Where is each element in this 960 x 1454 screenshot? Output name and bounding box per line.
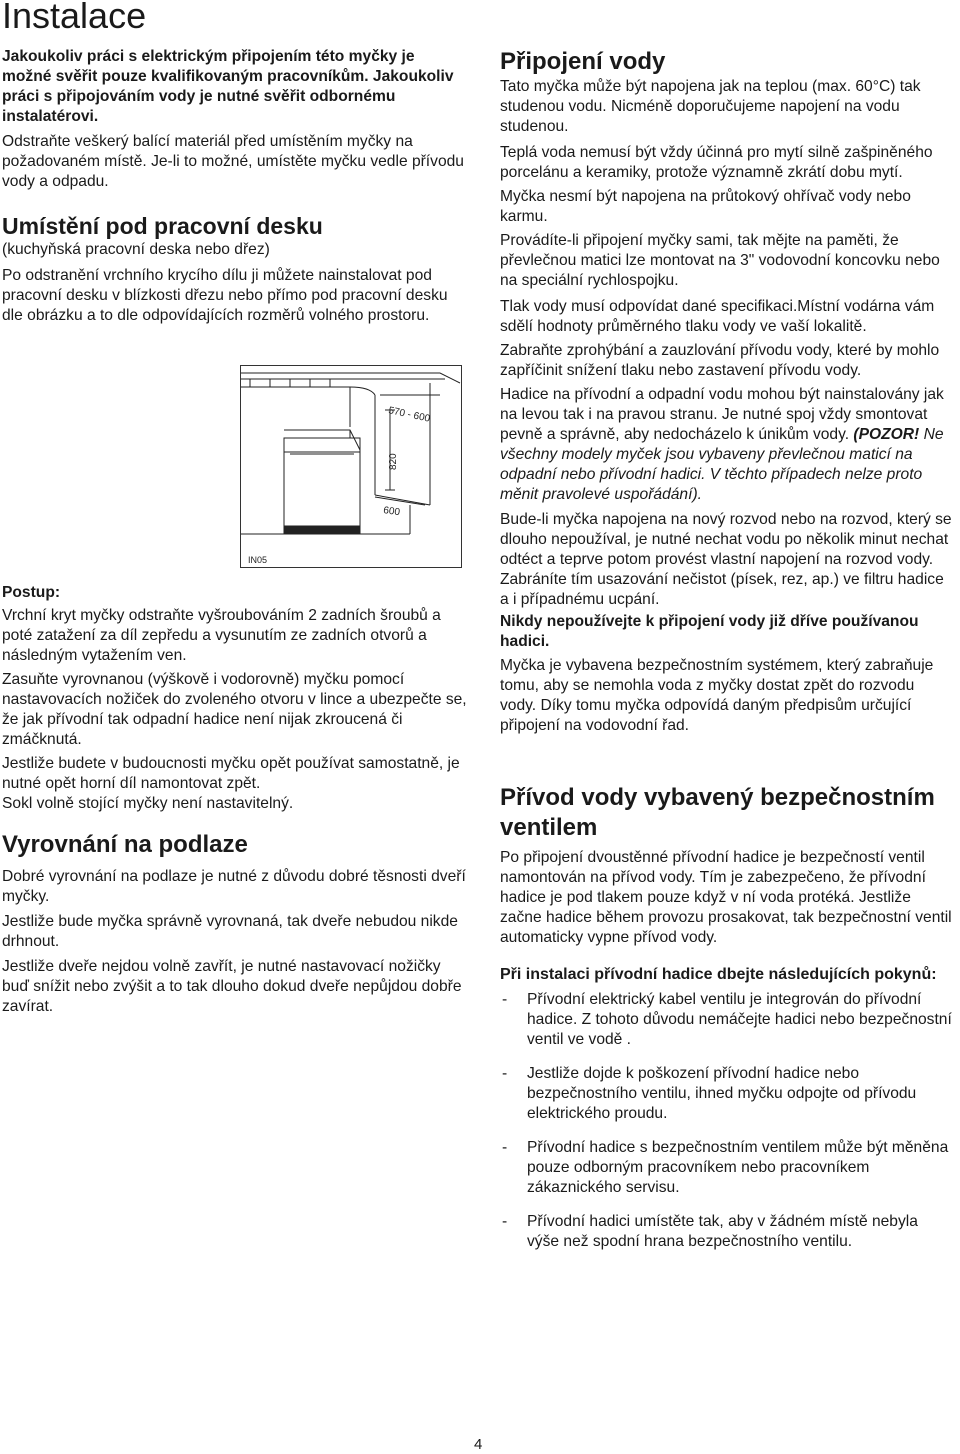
- under-counter-subheading: (kuchyňská pracovní deska nebo dřez): [2, 241, 270, 258]
- procedure-step-2: Zasuňte vyrovnanou (výškově i vodorovně) myčku pomocí nastavovacích nožiček do zvoleného otvoru v lince a ubezpečte se, že jak přívodní tak odpadní hadice není nijak zkroucená či zmáčknutá.: [2, 671, 467, 748]
- dimension-depth-label: 600: [382, 505, 401, 519]
- water-text-7: [500, 385, 952, 505]
- water-text-7-italic: Ne všechny modely myček jsou vybaveny převlečnou maticí na odpadní nebo přívodní hadici. V těchto případech nelze proto měnit pravolevé uspořádání).: [500, 426, 944, 503]
- water-text-2: Teplá voda nemusí být vždy účinná pro mytí silně zašpiněného porcelánu a keramiky, protože významně zkrátí dobu mytí.: [500, 144, 933, 181]
- page-number: 4: [474, 1436, 483, 1453]
- dimension-height-label: 820: [388, 453, 399, 470]
- water-text-8: Bude-li myčka napojena na nový rozvod nebo na rozvod, který se dlouho nepoužíval, je nutné nechat vodu po několik minut nechat odtéct a teprve potom provést vlastní napojení na rozvod vody. Zabráníte tím usazování nečistot (písek, rez, ap.) ve filtru hadice a i případnému ucpání.: [500, 511, 952, 608]
- leveling-text-2: Jestliže bude myčka správně vyrovnaná, tak dveře nebudou nikde drhnout.: [2, 913, 458, 950]
- leveling-text-3: Jestliže dveře nejdou volně zavřít, je nutné nastavovací nožičky buď snížit nebo zvýšit a to tak dlouho dokud dveře nepůjdou dobře zavírat.: [2, 958, 462, 1015]
- safety-valve-heading: Přívod vody vybavený bezpečnostním ventilem: [500, 784, 935, 841]
- procedure-heading: Postup:: [2, 584, 61, 601]
- safety-valve-list-heading: Při instalaci přívodní hadice dbejte následujících pokynů:: [500, 966, 937, 983]
- water-text-10: Myčka je vybavena bezpečnostním systémem, který zabraňuje tomu, aby se nemohla voda z myčky dostat zpět do rozvodu vody. Díky tomu myčka odpovídá daným předpisům určující připojení na vodovodní řad.: [500, 657, 934, 734]
- leveling-heading: Vyrovnání na podlaze: [2, 831, 248, 858]
- procedure-step-1: Vrchní kryt myčky odstraňte vyšroubováním 2 zadních šroubů a poté zatažení za díl zepředu a vysunutím ze zadních otvorů a následným vytažením ven.: [2, 607, 441, 664]
- water-text-4: Provádíte-li připojení myčky sami, tak mějte na paměti, že převlečnou matici lze montovat na 3" vodovodní koncovku nebo na speciální rychlospojku.: [500, 232, 940, 289]
- list-item: - Přívodní hadici umístěte tak, aby v žádném místě nebyla výše než spodní hrana bezpečnostního ventilu.: [500, 1212, 952, 1252]
- list-item: - Přívodní elektrický kabel ventilu je integrován do přívodní hadice. Z tohoto důvodu nemáčejte hadici nebo bezpečnostní ventil ve vodě .: [500, 990, 952, 1050]
- under-counter-text: Po odstranění vrchního krycího dílu ji můžete nainstalovat pod pracovní desku v blízkosti dřezu nebo přímo pod pracovní desku dle obrázku a to dle odpovídajících rozměrů volného prostoru.: [2, 267, 448, 324]
- dishwasher-niche-diagram: [240, 365, 462, 568]
- water-text-1: Tato myčka může být napojena jak na teplou (max. 60°C) tak studenou vodu. Nicméně doporučujeme napojení na vodu studenou.: [500, 78, 921, 135]
- water-warning-bold: Nikdy nepoužívejte k připojení vody již dříve používanou hadici.: [500, 613, 919, 650]
- installation-figure: [240, 365, 462, 568]
- water-text-7-main: Hadice na přívodní a odpadní vodu mohou být nainstalovány jak na levou tak i na pravou stranu. Je nutné spoj vždy smontovat pevně a správně, aby nedocházelo k únikům vody.: [500, 386, 944, 443]
- page-title: Instalace: [2, 0, 147, 36]
- procedure-step-3b: Sokl volně stojící myčky není nastavitelný.: [2, 795, 294, 812]
- water-text-3: Myčka nesmí být napojena na průtokový ohřívač vody nebo karmu.: [500, 188, 911, 225]
- warning-label: (POZOR!: [853, 426, 920, 443]
- intro-text: Odstraňte veškerý balící materiál před umístěním myčky na požadovaném místě. Je-li to možné, umístěte myčku vedle přívodu vody a odpadu.: [2, 133, 464, 190]
- figure-code-label: IN05: [248, 555, 268, 565]
- procedure-step-3a: Jestliže budete v budoucnosti myčku opět používat samostatně, je nutné opět horní díl namontovat zpět.: [2, 755, 460, 792]
- safety-valve-text: Po připojení dvoustěnné přívodní hadice je bezpečností ventil namontován na přívod vody. Tím je zabezpečeno, že přívodní hadice je pod tlakem pouze když v ní voda protéká. Jestliže začne hadice během provozu prosakovat, tak bezpečnostní ventil automaticky vypne přívod vody.: [500, 849, 952, 946]
- list-item: - Přívodní hadice s bezpečnostním ventilem může být měněna pouze odborným pracovníkem nebo pracovníkem zákaznického servisu.: [500, 1138, 952, 1198]
- intro-warning: Jakoukoliv práci s elektrickým připojením této myčky je možné svěřit pouze kvalifikovaným pracovníkům. Jakoukoliv práci s připojováním vody je nutné svěřit odbornému instalatérovi.: [2, 48, 454, 125]
- water-text-5: Tlak vody musí odpovídat dané specifikaci.Místní vodárna vám sdělí hodnoty průměrného tlaku vody ve vaší lokalitě.: [500, 298, 935, 335]
- list-item: - Jestliže dojde k poškození přívodní hadice nebo bezpečnostního ventilu, ihned myčku odpojte od přívodu elektrického proudu.: [500, 1064, 952, 1124]
- dimension-width-label: 570 - 600: [387, 405, 432, 425]
- water-text-6: Zabraňte zprohýbání a zauzlování přívodu vody, které by mohlo zapříčinit snížení tlaku nebo zastavení přívodu vody.: [500, 342, 940, 379]
- safety-valve-list: [500, 990, 952, 1252]
- leveling-text-1: Dobré vyrovnání na podlaze je nutné z důvodu dobré těsnosti dveří myčky.: [2, 868, 466, 905]
- under-counter-heading: Umístění pod pracovní desku: [2, 213, 323, 239]
- water-connection-heading: Připojení vody: [500, 48, 666, 75]
